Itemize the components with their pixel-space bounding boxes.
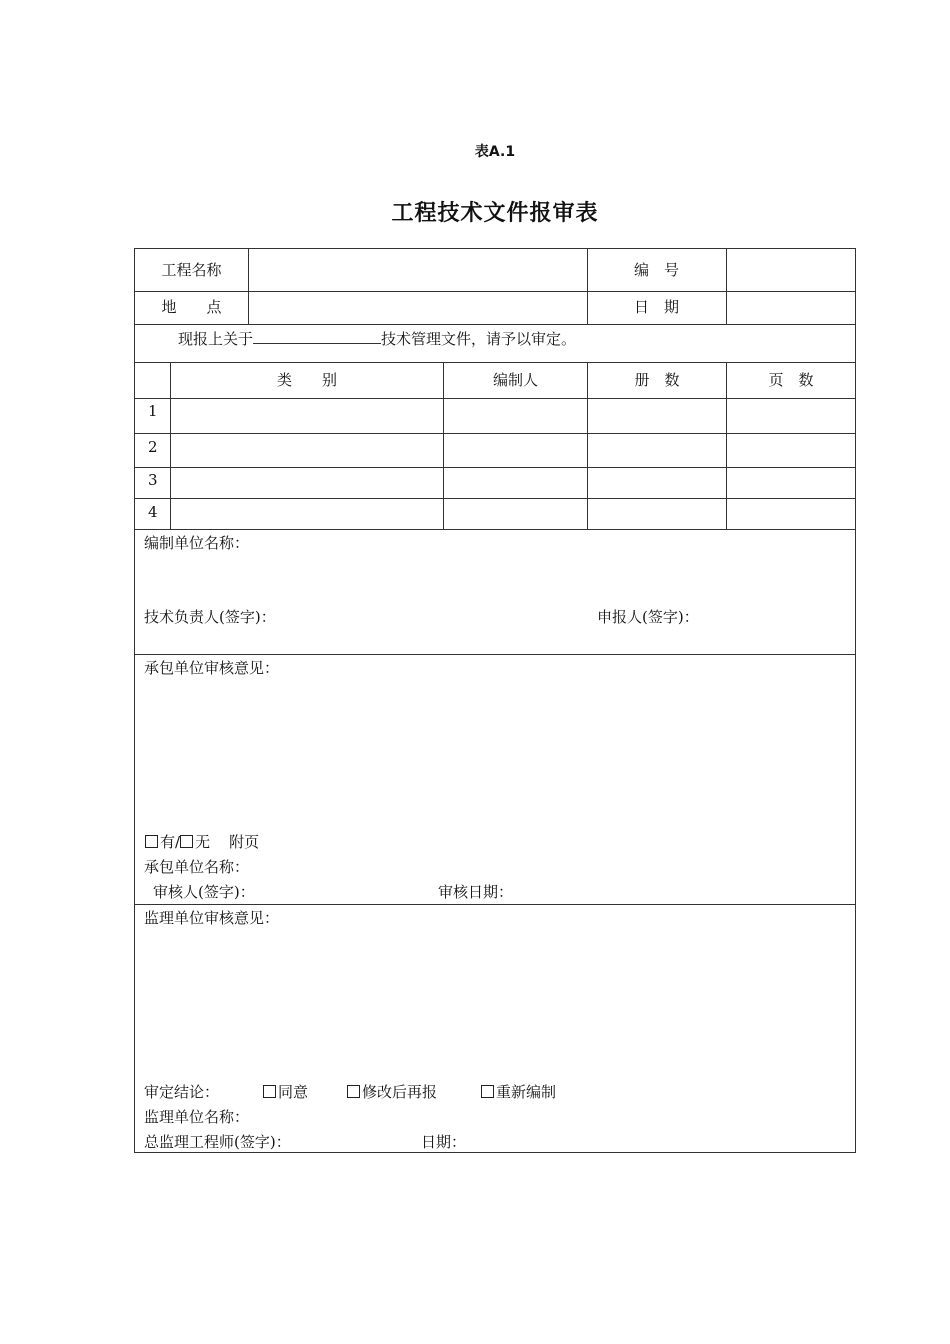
option-recompile[interactable]: [481, 1083, 556, 1101]
chief-engineer-signature-label: 总监理工程师(签字)：: [144, 1133, 291, 1151]
review-date-label: 审核日期：: [438, 883, 514, 901]
header-pages: 页 数: [768, 371, 814, 389]
attachment-yes-checkbox[interactable]: [145, 835, 158, 848]
row-divider: [135, 654, 855, 655]
row-divider: [135, 324, 855, 325]
option-modify[interactable]: [347, 1083, 437, 1101]
agree-label: 同意: [278, 1083, 309, 1101]
supervisor-unit-label: 监理单位名称：: [144, 1108, 250, 1126]
recompile-label: 重新编制: [496, 1083, 557, 1101]
row-divider: [135, 904, 855, 905]
row-number: 2: [148, 438, 158, 456]
modify-label: 修改后再报: [362, 1083, 438, 1101]
applicant-signature-label: 申报人(签字)：: [597, 608, 699, 626]
submission-statement: [178, 329, 576, 348]
row-number: 3: [148, 471, 158, 489]
document-name-blank[interactable]: [253, 329, 381, 344]
header-volumes: 册 数: [634, 371, 680, 389]
row-divider: [135, 529, 855, 530]
attachment-yes-label: 有/: [160, 833, 181, 851]
submission-prefix: 现报上关于: [178, 330, 254, 348]
row-number: 4: [148, 503, 158, 521]
contractor-opinion-label: 承包单位审核意见：: [144, 659, 280, 677]
submission-suffix: 技术管理文件，请予以审定。: [381, 330, 577, 348]
attachment-page-label: 附页: [229, 833, 260, 851]
row-divider: [135, 362, 855, 363]
conclusion-label: 审定结论：: [144, 1083, 220, 1101]
compiler-unit-label: 编制单位名称：: [144, 534, 250, 552]
agree-checkbox[interactable]: [263, 1085, 276, 1098]
table-number: 表A.1: [474, 144, 516, 160]
number-field[interactable]: [727, 249, 855, 291]
header-compiler: 编制人: [492, 371, 538, 389]
location-field[interactable]: [249, 292, 587, 324]
header-category: 类 别: [276, 371, 337, 389]
location-label: 地 点: [161, 298, 222, 316]
row-divider: [135, 498, 855, 499]
attachment-no-checkbox[interactable]: [180, 835, 193, 848]
attachment-no-label: 无: [195, 833, 211, 851]
project-name-label: 工程名称: [161, 261, 222, 279]
option-agree[interactable]: [263, 1083, 308, 1101]
form-title: 工程技术文件报审表: [391, 201, 599, 226]
reviewer-signature-label: 审核人(签字)：: [153, 883, 255, 901]
supervisor-date-label: 日期：: [421, 1133, 467, 1151]
row-divider: [135, 433, 855, 434]
conclusion-line: [144, 1083, 219, 1101]
tech-lead-signature-label: 技术负责人(签字)：: [144, 608, 276, 626]
recompile-checkbox[interactable]: [481, 1085, 494, 1098]
number-label: 编 号: [633, 261, 679, 279]
attachment-line: [145, 833, 259, 851]
modify-checkbox[interactable]: [347, 1085, 360, 1098]
supervisor-opinion-label: 监理单位审核意见：: [144, 909, 280, 927]
row-divider: [135, 398, 855, 399]
row-divider: [135, 467, 855, 468]
project-name-field[interactable]: [249, 249, 587, 291]
contractor-unit-label: 承包单位名称：: [144, 858, 250, 876]
date-field[interactable]: [727, 292, 855, 324]
date-label: 日 期: [633, 298, 679, 316]
review-form: [134, 248, 856, 1153]
row-number: 1: [148, 402, 158, 420]
